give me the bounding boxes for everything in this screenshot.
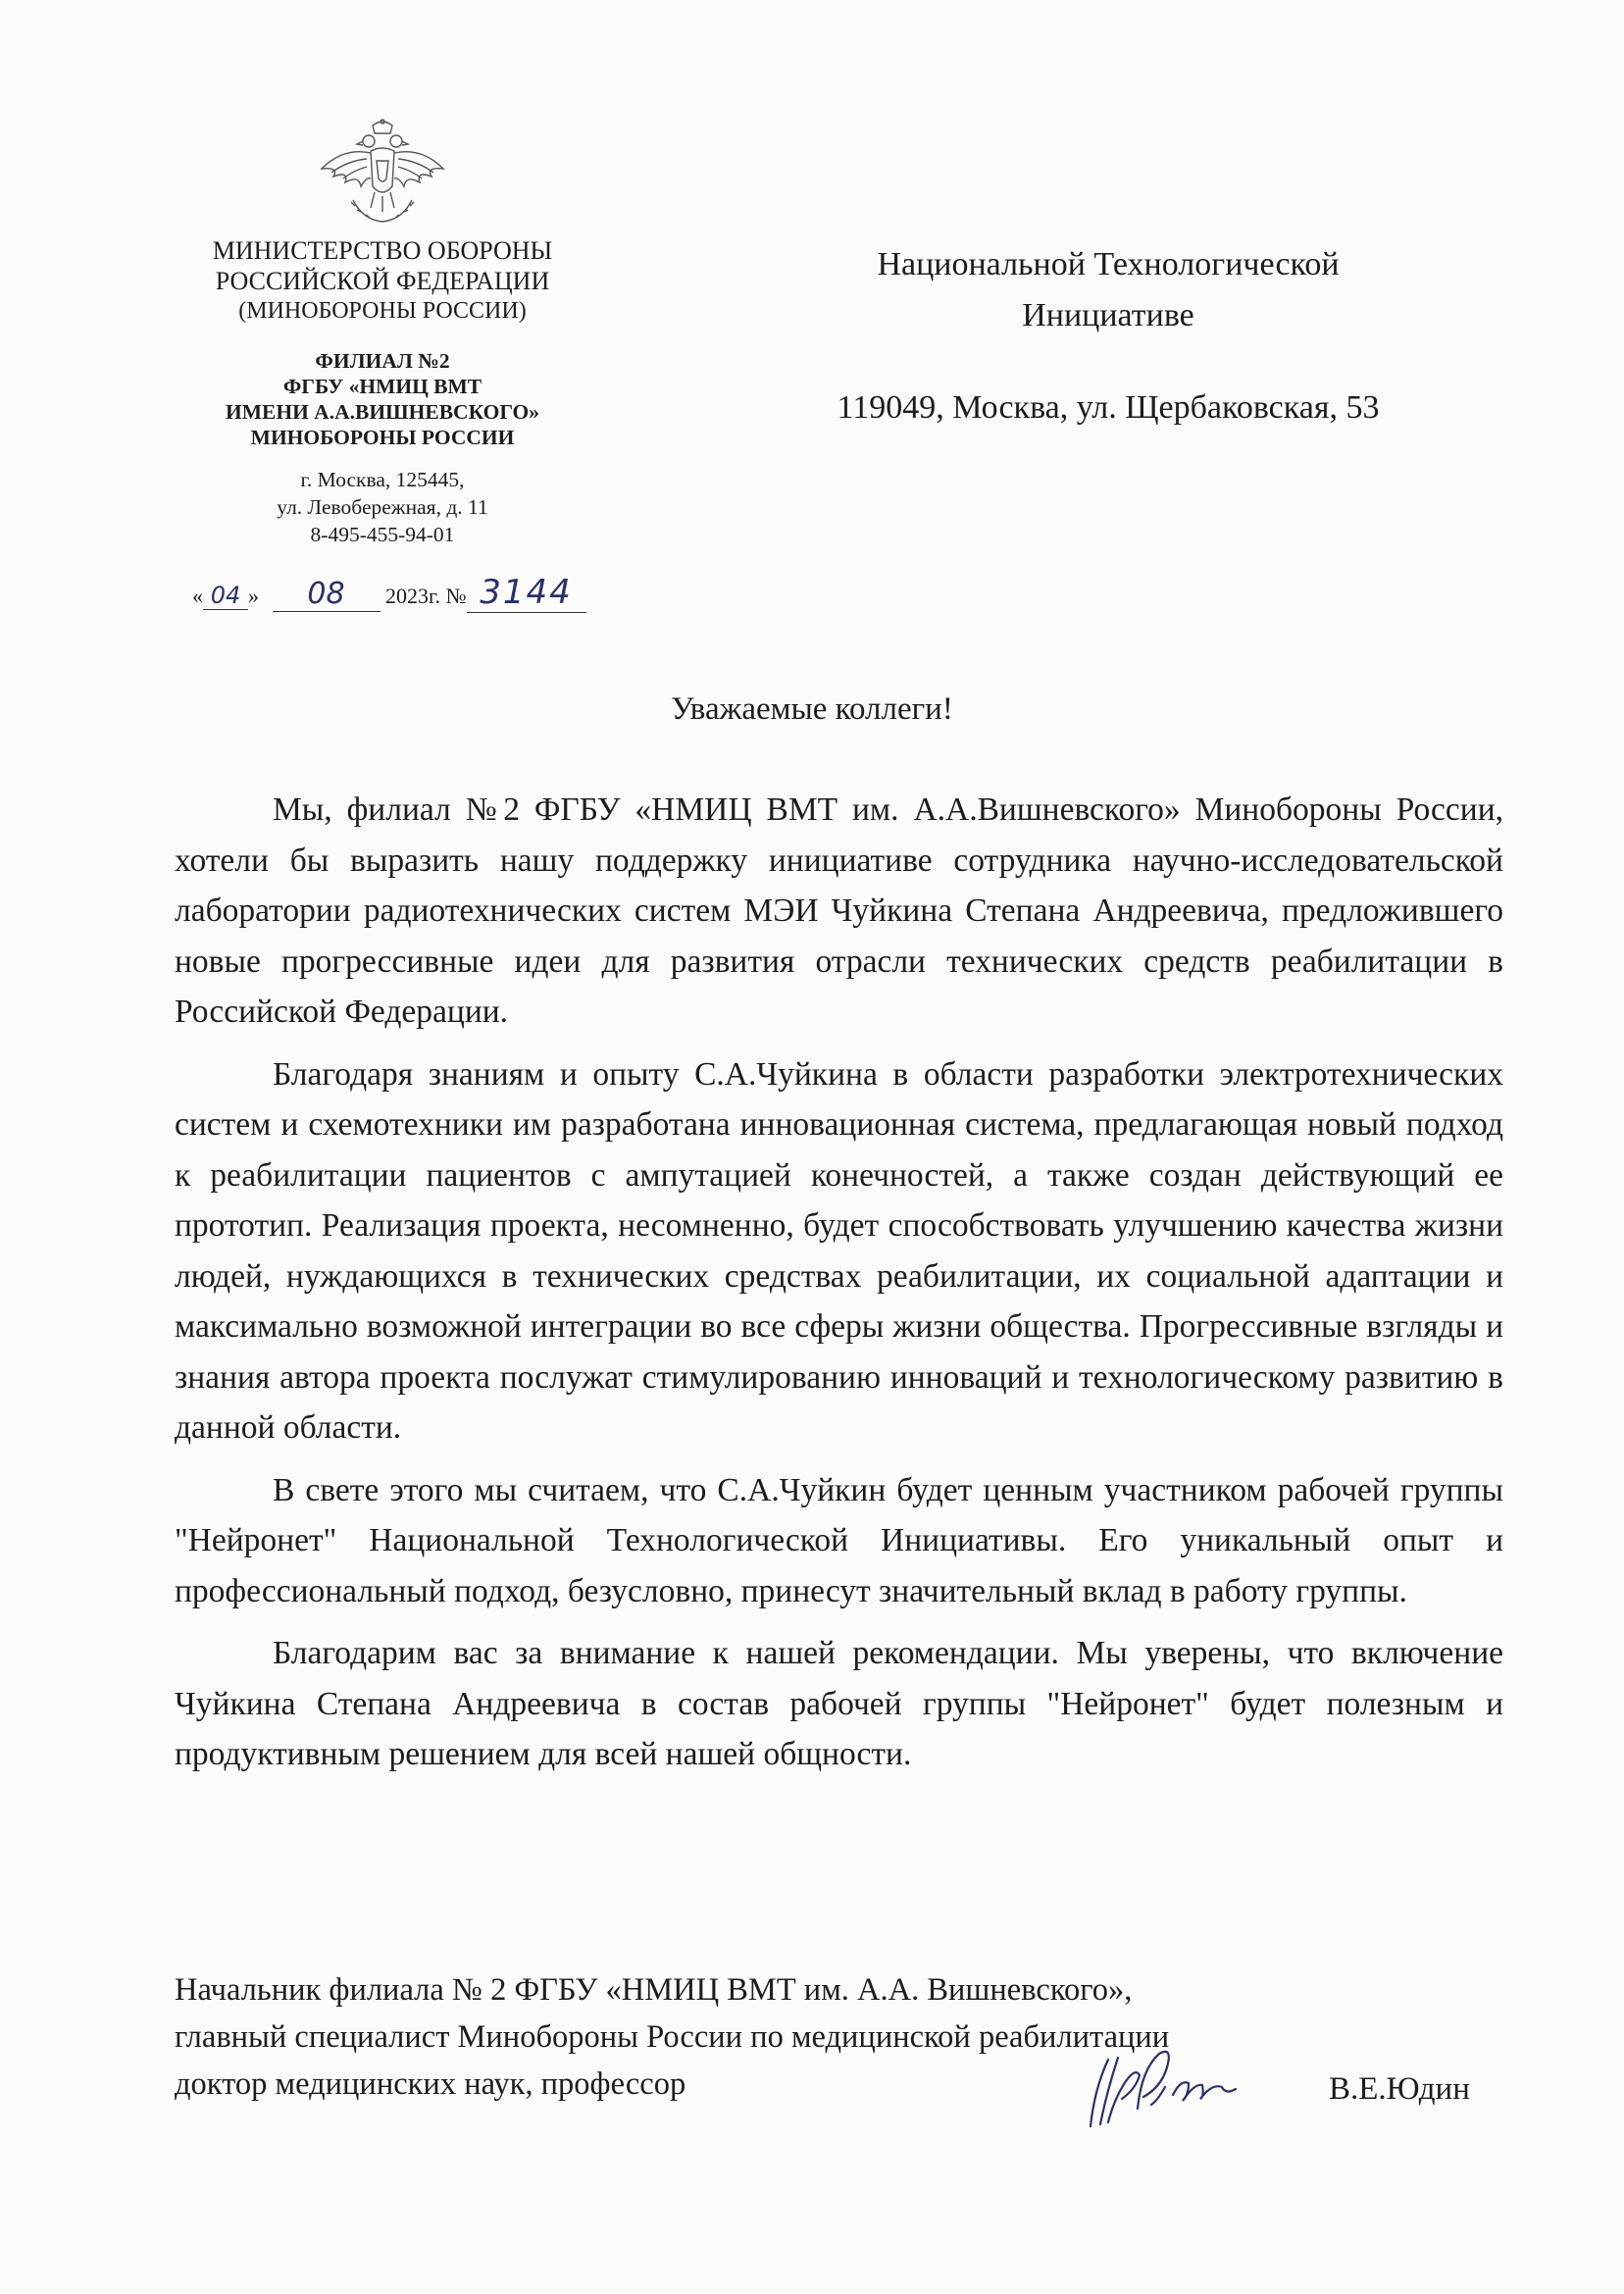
sender-phone: 8-495-455-94-01 bbox=[310, 523, 455, 546]
branch-name: ФИЛИАЛ №2 ФГБУ «НМИЦ ВМТ ИМЕНИ А.А.ВИШНЕВСКОГО» МИНОБОРОНЫ РОССИИ bbox=[226, 349, 539, 449]
registration-line: « 04 » 08 2023г. № 3144 bbox=[192, 573, 586, 613]
body-paragraph: Благодарим вас за внимание к нашей рекомендации. Мы уверены, что включение Чуйкина Степана Андреевича в состав рабочей группы "Нейронет" будет полезным и продуктивным решением для всей нашей общности. bbox=[175, 1635, 1503, 1772]
handwritten-signature bbox=[1079, 2040, 1250, 2133]
addressee-block: Национальной Технологической Инициативе 119049, Москва, ул. Щербаковская, 53 bbox=[745, 239, 1471, 433]
signer-name: В.Е.Юдин bbox=[1329, 2071, 1470, 2107]
addressee-address: 119049, Москва, ул. Щербаковская, 53 bbox=[837, 389, 1380, 426]
registration-number: 3144 bbox=[467, 573, 586, 613]
body-paragraph: Мы, филиал №2 ФГБУ «НМИЦ ВМТ им. А.А.Вишневского» Минобороны России, хотели бы выразить нашу поддержку инициативе сотрудника научно-исследовательской лаборатории радиотехнических систем МЭИ Чуйкина Степана Андреевича, предложившего новые прогрессивные идеи для развития отрасли технических средств реабилитации в Российской Федерации. bbox=[175, 791, 1503, 1030]
letter-body bbox=[175, 785, 1503, 1792]
eagle-emblem-icon bbox=[314, 118, 451, 228]
signer-title: Начальник филиала № 2 ФГБУ «НМИЦ ВМТ им. А.А. Вишневского», главный специалист Минобороны России по медицинской реабилитации доктор медицинских наук, профессор bbox=[175, 1972, 1170, 2102]
registration-day: 04 bbox=[203, 582, 248, 610]
sender-address: г. Москва, 125445, ул. Левобережная, д. 11 8-495-455-94-01 bbox=[157, 466, 608, 548]
ministry-name: МИНИСТЕРСТВО ОБОРОНЫ РОССИЙСКОЙ ФЕДЕРАЦИИ (МИНОБОРОНЫ РОССИИ) bbox=[212, 236, 553, 324]
greeting: Уважаемые коллеги! bbox=[671, 691, 953, 727]
registration-year: 2023г. № bbox=[385, 584, 467, 608]
sender-letterhead bbox=[157, 118, 608, 548]
registration-month: 08 bbox=[273, 577, 381, 612]
body-paragraph: В свете этого мы считаем, что С.А.Чуйкин будет ценным участником рабочей группы "Нейронет" Национальной Технологической Инициативы. Его уникальный опыт и профессиональный подход, безусловно, принесут значительный вклад в работу группы. bbox=[175, 1471, 1503, 1609]
body-paragraph: Благодаря знаниям и опыту С.А.Чуйкина в области разработки электротехнических систем и схемотехники им разработана инновационная система, предлагающая новый подход к реабилитации пациентов с ампутацией конечностей, а также создан действующий ее прототип. Реализация проекта, несомненно, будет способствовать улучшению качества жизни людей, нуждающихся в технических средствах реабилитации, их социальной адаптации и максимально возможной интеграции во все сферы жизни общества. Прогрессивные взгляды и знания автора проекта послужат стимулированию инноваций и технологическому развитию в данной области. bbox=[175, 1055, 1503, 1446]
